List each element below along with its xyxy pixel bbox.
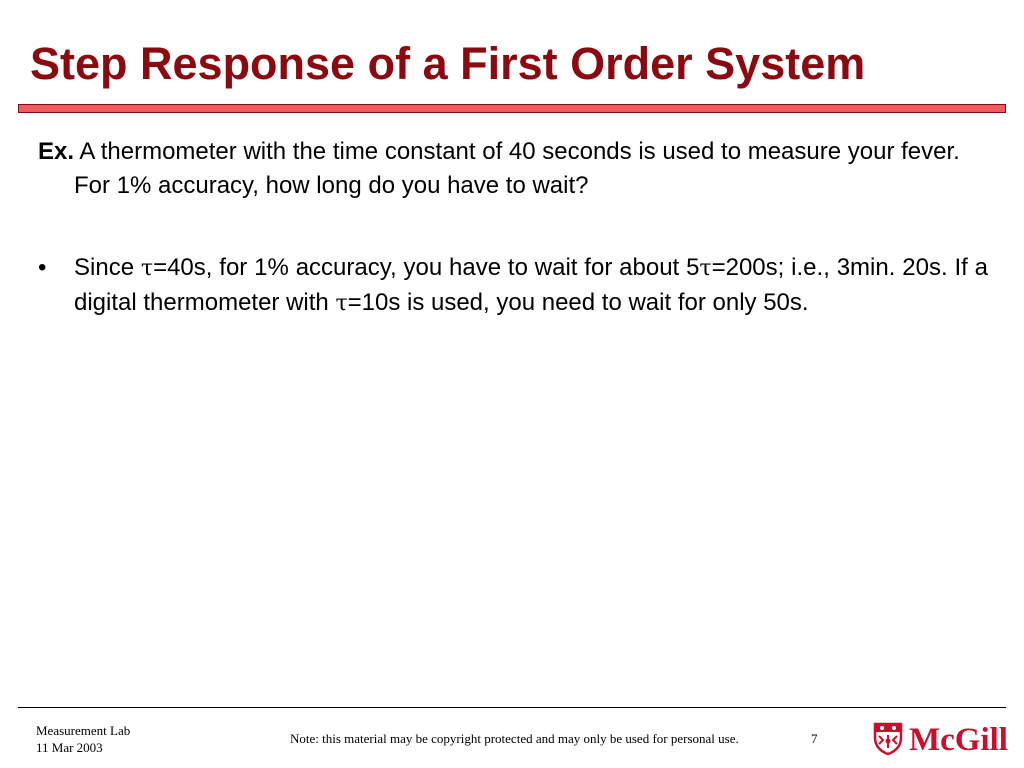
footer-lab-name: Measurement Lab (36, 723, 131, 738)
example-text: A thermometer with the time constant of 40 seconds is used to measure your fever. For 1% accuracy, how long do you have to wait? (74, 138, 960, 199)
footer-date: 11 Mar 2003 (36, 740, 103, 755)
bullet-text-1: Since (74, 254, 141, 281)
bullet-paragraph (74, 251, 988, 321)
tau-symbol: τ (140, 256, 154, 281)
footer-info (36, 722, 130, 756)
bullet-text-2: =40s, for 1% accuracy, you have to wait for about 5 (153, 254, 700, 281)
shield-icon (873, 722, 903, 756)
title-divider (18, 104, 1006, 113)
example-paragraph (38, 135, 990, 203)
mcgill-logo (873, 720, 1015, 760)
logo-wordmark: McGill (909, 722, 1008, 758)
slide-title: Step Response of a First Order System (30, 38, 866, 89)
bullet-text-3: =200s; i.e., 3min. 20s. If a digital thermometer with (74, 254, 988, 316)
bullet-text-4: =10s is used, you need to wait for only 50s. (347, 289, 809, 316)
page-number: 7 (811, 731, 818, 746)
tau-symbol: τ (699, 256, 712, 281)
example-label: Ex. (38, 138, 75, 165)
copyright-note: Note: this material may be copyright protected and may only be used for personal use. (290, 731, 739, 746)
footer-divider (18, 707, 1006, 708)
tau-symbol: τ (335, 291, 348, 316)
bullet-marker: • (38, 254, 47, 281)
